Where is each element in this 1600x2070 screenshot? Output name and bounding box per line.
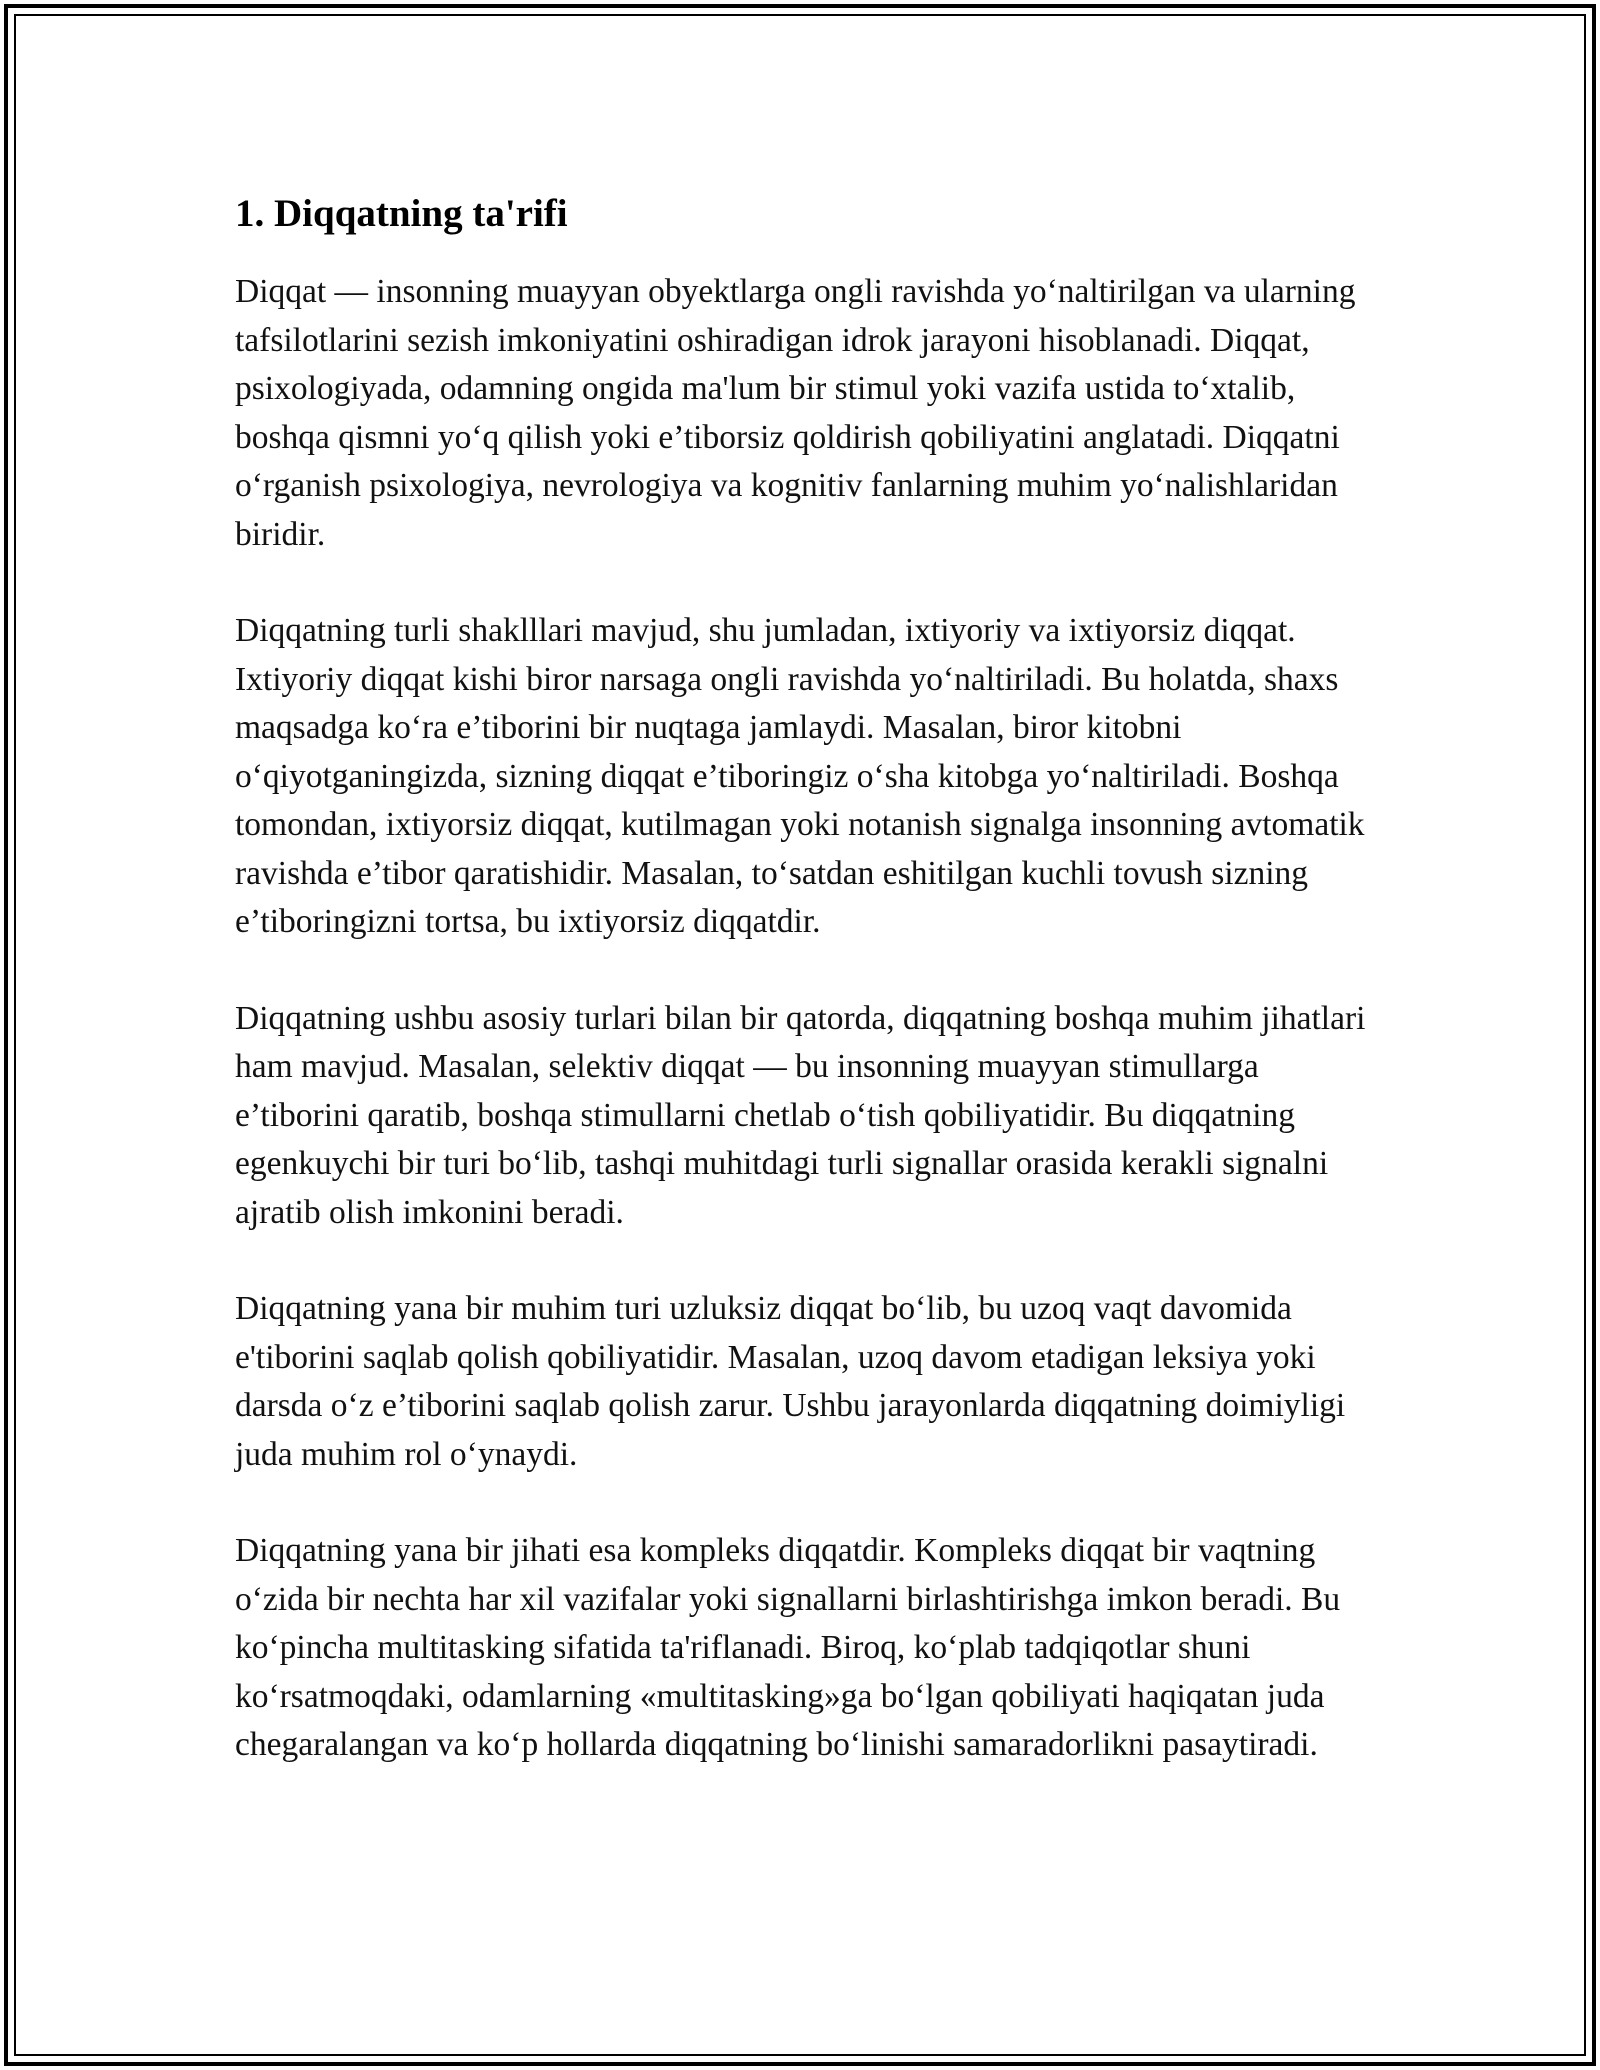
paragraph-attention-types: Diqqatning turli shaklllari mavjud, shu jumladan, ixtiyoriy va ixtiyorsiz diqqat. Ixtiyoriy diqqat kishi biror narsaga ongli ravishda yo‘naltiriladi. Bu holatda, shaxs maqsadga ko‘ra e’tiborini bir nuqtaga jamlaydi. Masalan, biror kitobni o‘qiyotganingizda, sizning diqqat e’tiboringiz o‘sha kitobga yo‘naltiriladi. Boshqa tomondan, ixtiyorsiz diqqat, kutilmagan yoki notanish signalga insonning avtomatik ravishda e’tibor qaratishidir. Masalan, to‘satdan eshitilgan kuchli tovush sizning e’tiboringizni tortsa, bu ixtiyorsiz diqqatdir. (235, 612, 1365, 940)
paragraph-definition: Diqqat — insonning muayyan obyektlarga ongli ravishda yo‘naltirilgan va ularning tafsilotlarini sezish imkoniyatini oshiradigan idrok jarayoni hisoblanadi. Diqqat, psixologiyada, odamning ongida ma'lum bir stimul yoki vazifa ustida to‘xtalib, boshqa qismni yo‘q qilish yoki e’tiborsiz qoldirish qobiliyatini anglatadi. Diqqatni o‘rganish psixologiya, nevrologiya va kognitiv fanlarning muhim yo‘nalishlaridan biridir. (235, 273, 1356, 553)
paragraph-complex-attention: Diqqatning yana bir jihati esa kompleks diqqatdir. Kompleks diqqat bir vaqtning o‘zida bir nechta har xil vazifalar yoki signallarni birlashtirishga imkon beradi. Bu ko‘pincha multitasking sifatida ta'riflanadi. Biroq, ko‘plab tadqiqotlar shuni ko‘rsatmoqdaki, odamlarning «multitasking»ga bo‘lgan qobiliyati haqiqatan juda chegaralangan va ko‘p hollarda diqqatning bo‘linishi samaradorlikni pasaytiradi. (235, 1532, 1341, 1763)
section-title: 1. Diqqatning ta'rifi (235, 192, 568, 235)
document-body (235, 188, 1385, 1770)
paragraph-sustained-attention: Diqqatning yana bir muhim turi uzluksiz diqqat bo‘lib, bu uzoq vaqt davomida e'tiborini saqlab qolish qobiliyatidir. Masalan, uzoq davom etadigan leksiya yoki darsda o‘z e’tiborini saqlab qolish zarur. Ushbu jarayonlarda diqqatning doimiyligi juda muhim rol o‘ynaydi. (235, 1290, 1346, 1473)
paragraph-selective-attention: Diqqatning ushbu asosiy turlari bilan bir qatorda, diqqatning boshqa muhim jihatlari ham mavjud. Masalan, selektiv diqqat — bu insonning muayyan stimullarga e’tiborini qaratib, boshqa stimullarni chetlab o‘tish qobiliyatidir. Bu diqqatning egenkuychi bir turi bo‘lib, tashqi muhitdagi turli signallar orasida kerakli signalni ajratib olish imkonini beradi. (235, 999, 1366, 1231)
